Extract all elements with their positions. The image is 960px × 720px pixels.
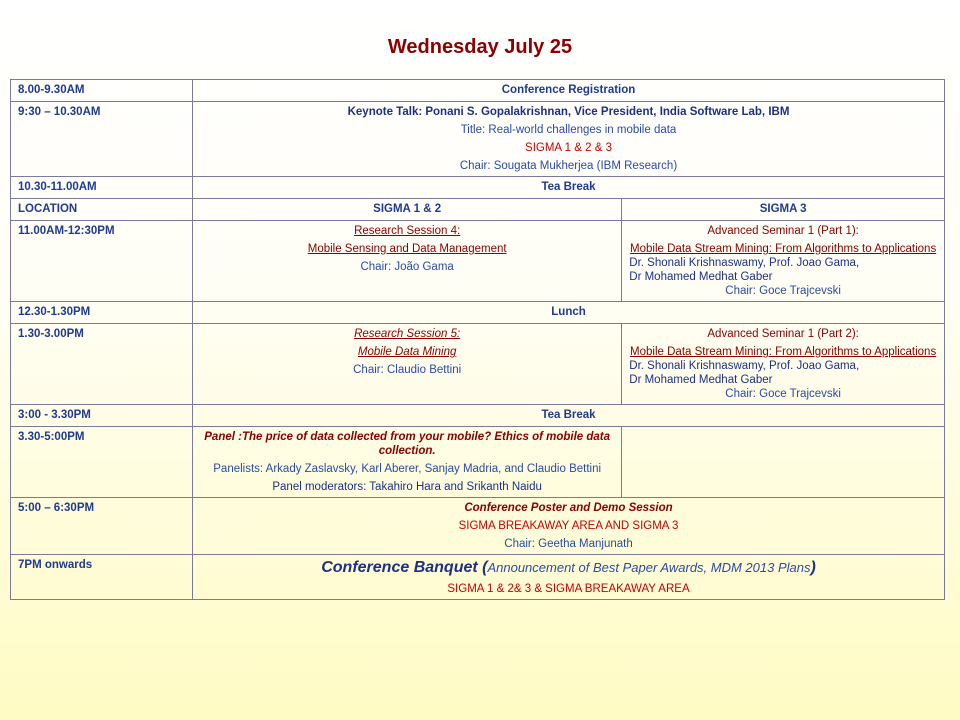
table-row-keynote <box>11 102 945 177</box>
banquet-close: ) <box>810 559 816 577</box>
banquet-title: Conference Banquet ( <box>321 559 488 577</box>
seminar-chair: Chair: Goce Trajcevski <box>725 285 841 298</box>
banquet-location: SIGMA 1 & 2& 3 & SIGMA BREAKAWAY AREA <box>447 582 690 595</box>
time-cell: 11.00AM-12:30PM <box>11 221 193 302</box>
banquet-note: Announcement of Best Paper Awards, MDM 2013 Plans <box>487 560 811 576</box>
time-cell: 5:00 – 6:30PM <box>11 498 193 555</box>
seminar-chair: Chair: Goce Trajcevski <box>725 388 841 401</box>
session-subtitle: Mobile Data Mining <box>357 346 457 359</box>
session-title: Research Session 4: <box>354 225 461 238</box>
event-cell: Conference Registration <box>193 80 945 102</box>
seminar-speakers: Dr. Shonali Krishnaswamy, Prof. Joao Gama, <box>629 257 860 270</box>
banquet-heading <box>200 558 937 578</box>
table-row-poster <box>11 498 945 555</box>
seminar-cell <box>622 221 945 302</box>
poster-cell <box>193 498 945 555</box>
poster-location: SIGMA BREAKAWAY AREA AND SIGMA 3 <box>458 520 679 533</box>
seminar-title: Advanced Seminar 1 (Part 2): <box>707 328 859 341</box>
schedule-table <box>10 79 945 600</box>
seminar-subtitle: Mobile Data Stream Mining: From Algorithms to Applications <box>630 346 937 359</box>
page-title: Wednesday July 25 <box>387 36 573 58</box>
panel-title: Panel :The price of data collected from your mobile? Ethics of mobile data collection. <box>204 431 611 458</box>
seminar-cell <box>622 324 945 405</box>
banquet-cell <box>193 555 945 600</box>
time-cell: 10.30-11.00AM <box>11 177 193 199</box>
table-row-location <box>11 199 945 221</box>
table-row-session-2 <box>11 324 945 405</box>
poster-title: Conference Poster and Demo Session <box>464 502 673 515</box>
panel-moderators: Panel moderators: Takahiro Hara and Srikanth Naidu <box>272 481 542 494</box>
location-label: LOCATION <box>11 199 193 221</box>
table-row-registration <box>11 80 945 102</box>
keynote-chair: Chair: Sougata Mukherjea (IBM Research) <box>459 160 678 173</box>
time-cell: 1.30-3.00PM <box>11 324 193 405</box>
event-cell: Lunch <box>193 302 945 324</box>
empty-cell <box>622 427 945 498</box>
event-cell: Tea Break <box>193 177 945 199</box>
seminar-subtitle: Mobile Data Stream Mining: From Algorithms to Applications <box>630 243 937 256</box>
seminar-speakers: Dr Mohamed Medhat Gaber <box>629 271 773 284</box>
table-row-tea-break <box>11 177 945 199</box>
table-row-session-1 <box>11 221 945 302</box>
keynote-location: SIGMA 1 & 2 & 3 <box>525 142 612 155</box>
keynote-cell <box>193 102 945 177</box>
panel-cell <box>193 427 622 498</box>
table-row-banquet <box>11 555 945 600</box>
seminar-speakers: Dr Mohamed Medhat Gaber <box>629 374 773 387</box>
table-row-lunch <box>11 302 945 324</box>
event-cell: Tea Break <box>193 405 945 427</box>
panel-panelists: Panelists: Arkady Zaslavsky, Karl Aberer, Sanjay Madria, and Claudio Bettini <box>213 463 602 476</box>
session-chair: Chair: João Gama <box>360 261 454 274</box>
location-left: SIGMA 1 & 2 <box>193 199 622 221</box>
session-title: Research Session 5: <box>354 328 461 341</box>
time-cell: 9:30 – 10.30AM <box>11 102 193 177</box>
time-cell: 7PM onwards <box>11 555 193 600</box>
table-row-tea-break <box>11 405 945 427</box>
table-row-panel <box>11 427 945 498</box>
location-right: SIGMA 3 <box>622 199 945 221</box>
research-session-cell <box>193 324 622 405</box>
time-cell: 3.30-5:00PM <box>11 427 193 498</box>
poster-chair: Chair: Geetha Manjunath <box>504 538 633 551</box>
seminar-speakers: Dr. Shonali Krishnaswamy, Prof. Joao Gama, <box>629 360 860 373</box>
keynote-talk: Keynote Talk: Ponani S. Gopalakrishnan, Vice President, India Software Lab, IBM <box>347 106 790 118</box>
time-cell: 12.30-1.30PM <box>11 302 193 324</box>
keynote-title: Title: Real-world challenges in mobile data <box>460 124 677 137</box>
research-session-cell <box>193 221 622 302</box>
session-subtitle: Mobile Sensing and Data Management <box>307 243 507 256</box>
session-chair: Chair: Claudio Bettini <box>353 364 462 377</box>
time-cell: 8.00-9.30AM <box>11 80 193 102</box>
time-cell: 3:00 - 3.30PM <box>11 405 193 427</box>
seminar-title: Advanced Seminar 1 (Part 1): <box>707 225 859 238</box>
